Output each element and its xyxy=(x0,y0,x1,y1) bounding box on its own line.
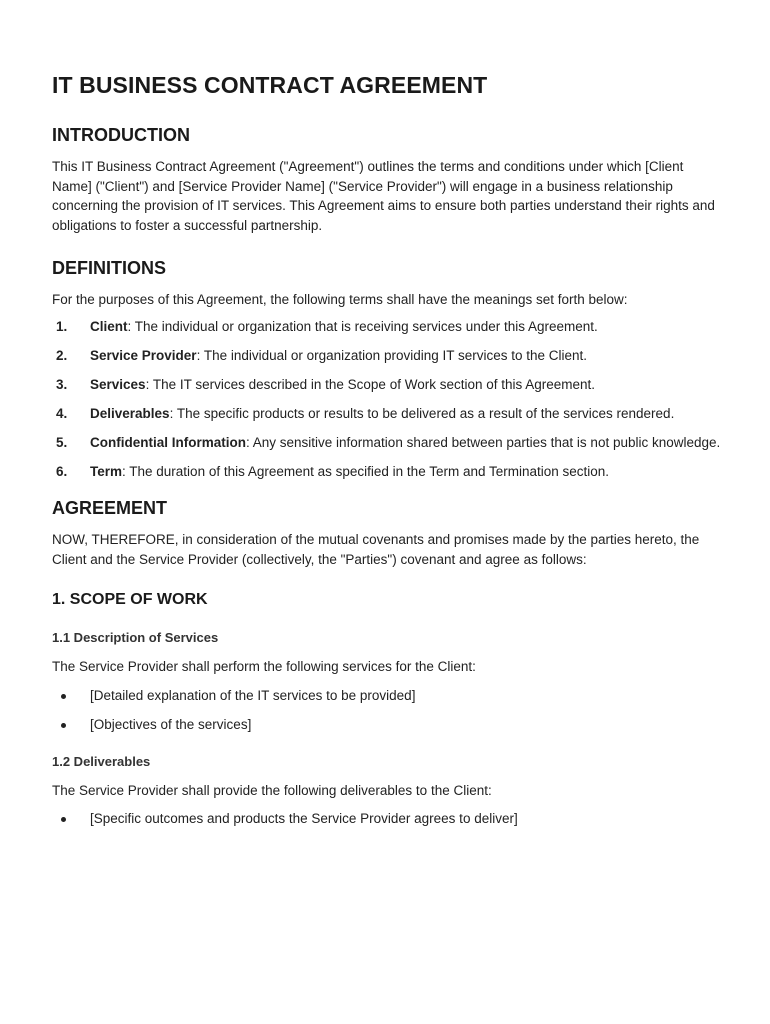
bullet-text: [Detailed explanation of the IT services to be provided] xyxy=(90,687,416,703)
deliverables-bullet-list xyxy=(52,809,722,829)
definition-term: Client xyxy=(90,318,128,334)
bullet-icon xyxy=(61,723,66,728)
deliverables-heading: 1.2 Deliverables xyxy=(52,753,151,769)
definition-number: 3. xyxy=(56,376,68,392)
definitions-list xyxy=(52,317,722,482)
definition-text: : The duration of this Agreement as specified in the Term and Termination section. xyxy=(122,463,610,479)
definition-term: Services xyxy=(90,376,146,392)
introduction-heading: INTRODUCTION xyxy=(52,125,190,145)
bullet-item xyxy=(52,809,722,829)
bullet-icon xyxy=(61,817,66,822)
agreement-heading: AGREEMENT xyxy=(52,498,168,518)
definition-term: Deliverables xyxy=(90,405,170,421)
definition-number: 6. xyxy=(56,463,68,479)
services-bullet-list xyxy=(52,686,722,735)
definitions-heading: DEFINITIONS xyxy=(52,258,167,278)
bullet-item xyxy=(52,686,722,706)
definition-number: 1. xyxy=(56,318,68,334)
scope-of-work-heading: 1. SCOPE OF WORK xyxy=(52,591,208,608)
definition-item xyxy=(52,433,722,453)
definition-number: 2. xyxy=(56,347,68,363)
description-of-services-heading: 1.1 Description of Services xyxy=(52,630,219,645)
definition-text: : The individual or organization that is receiving services under this Agreement. xyxy=(127,318,598,334)
definition-text: : The specific products or results to be delivered as a result of the services rendered. xyxy=(169,405,675,421)
agreement-text: NOW, THEREFORE, in consideration of the mutual covenants and promises made by the parties hereto, the Client and the Service Provider (collectively, the "Parties") covenant and agree as follows: xyxy=(52,532,700,567)
definition-text: : The IT services described in the Scope of Work section of this Agreement. xyxy=(145,376,596,392)
definition-number: 5. xyxy=(56,434,68,450)
definition-number: 4. xyxy=(56,405,68,421)
definition-term: Term xyxy=(90,463,123,479)
definition-item xyxy=(52,317,722,337)
definitions-intro: For the purposes of this Agreement, the following terms shall have the meanings set forth below: xyxy=(52,292,628,307)
bullet-text: [Objectives of the services] xyxy=(90,717,252,732)
bullet-item xyxy=(52,715,722,735)
introduction-text: This IT Business Contract Agreement ("Agreement") outlines the terms and conditions under which [Client Name] ("Client") and [Service Provider Name] ("Service Provider") will engage in a business relationship concerning the provision of IT services. This Agreement aims to ensure both parties understand their rights and obligations to foster a successful partnership. xyxy=(52,159,715,233)
definition-item xyxy=(52,462,722,482)
bullet-text: [Specific outcomes and products the Service Provider agrees to deliver] xyxy=(90,811,518,826)
description-of-services-text: The Service Provider shall perform the following services for the Client: xyxy=(52,659,476,674)
document-page xyxy=(52,70,722,839)
definition-text: : The individual or organization providing IT services to the Client. xyxy=(196,347,588,363)
bullet-icon xyxy=(61,694,66,699)
deliverables-text: The Service Provider shall provide the following deliverables to the Client: xyxy=(52,782,492,798)
definition-term: Confidential Information xyxy=(90,434,246,450)
definition-item xyxy=(52,404,722,424)
definition-text: : Any sensitive information shared between parties that is not public knowledge. xyxy=(246,434,721,450)
definition-item xyxy=(52,375,722,395)
definition-term: Service Provider xyxy=(90,347,197,363)
definition-item xyxy=(52,346,722,366)
document-title: IT BUSINESS CONTRACT AGREEMENT xyxy=(52,72,488,98)
